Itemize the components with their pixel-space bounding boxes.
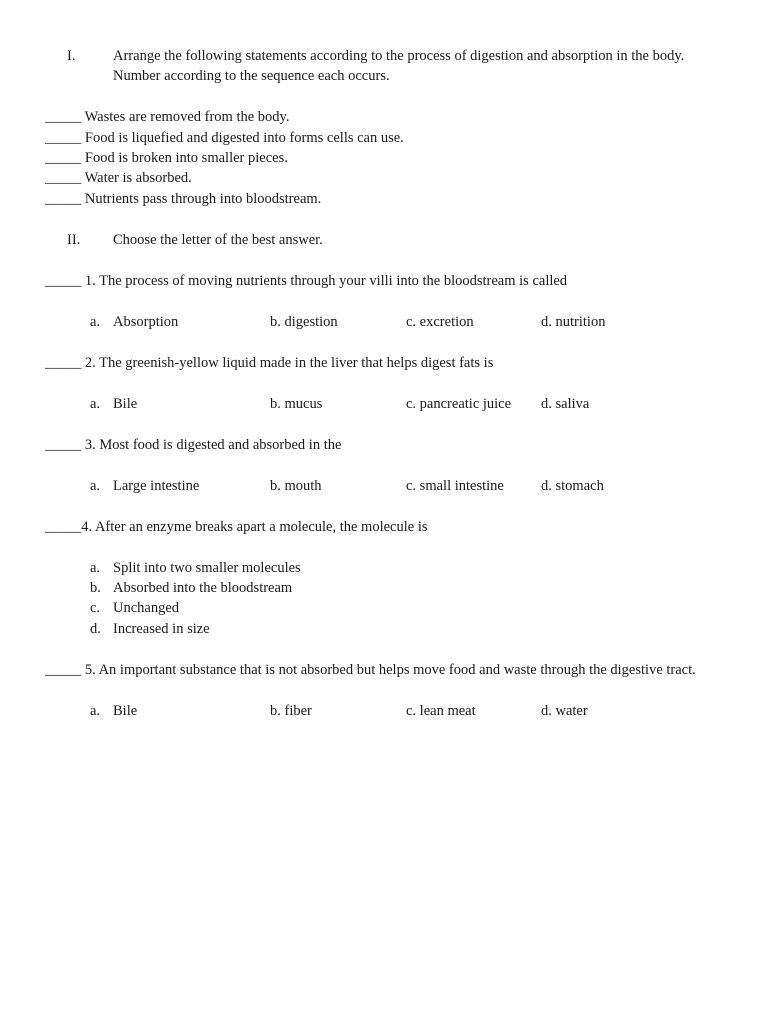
q5-option-c: c. lean meat xyxy=(406,703,476,719)
question-4: _____4. After an enzyme breaks apart a molecule, the molecule is xyxy=(45,519,428,535)
q4-option-c-marker: c. xyxy=(90,600,101,616)
section2-instruction: Choose the letter of the best answer. xyxy=(113,232,323,248)
section1-instruction-line1: Arrange the following statements according to the process of digestion and absorption in the body. xyxy=(113,48,685,64)
q4-option-b: Absorbed into the bloodstream xyxy=(113,580,293,596)
q4-option-a: Split into two smaller molecules xyxy=(113,560,301,576)
q3-option-a: Large intestine xyxy=(113,478,200,494)
q5-option-b: b. fiber xyxy=(270,703,312,719)
q5-option-d: d. water xyxy=(541,703,588,719)
q3-option-d: d. stomach xyxy=(541,478,604,494)
statement-wastes: _____ Wastes are removed from the body. xyxy=(45,109,290,125)
section1-instruction-line2: Number according to the sequence each occurs. xyxy=(113,68,390,84)
statement-broken: _____ Food is broken into smaller pieces. xyxy=(45,150,288,166)
q4-option-c: Unchanged xyxy=(113,600,180,616)
q1-option-d: d. nutrition xyxy=(541,314,606,330)
statement-nutrients: _____ Nutrients pass through into bloodstream. xyxy=(45,191,322,207)
q1-option-a: Absorption xyxy=(113,314,179,330)
section2-numeral: II. xyxy=(67,232,81,248)
question-1: _____ 1. The process of moving nutrients through your villi into the bloodstream is called xyxy=(45,273,568,289)
question-2: _____ 2. The greenish-yellow liquid made in the liver that helps digest fats is xyxy=(45,355,494,371)
q2-option-d: d. saliva xyxy=(541,396,590,412)
q4-option-a-marker: a. xyxy=(90,560,101,576)
q2-option-a-marker: a. xyxy=(90,396,101,412)
q3-option-a-marker: a. xyxy=(90,478,101,494)
q4-option-d: Increased in size xyxy=(113,621,210,637)
q3-option-c: c. small intestine xyxy=(406,478,504,494)
statement-water: _____ Water is absorbed. xyxy=(45,170,192,186)
q2-option-a: Bile xyxy=(113,396,138,412)
q5-option-a: Bile xyxy=(113,703,138,719)
q1-option-b: b. digestion xyxy=(270,314,338,330)
q3-option-b: b. mouth xyxy=(270,478,322,494)
section1-numeral: I. xyxy=(67,48,76,64)
q4-option-b-marker: b. xyxy=(90,580,101,596)
q2-option-c: c. pancreatic juice xyxy=(406,396,512,412)
q1-option-a-marker: a. xyxy=(90,314,101,330)
q1-option-c: c. excretion xyxy=(406,314,474,330)
q5-option-a-marker: a. xyxy=(90,703,101,719)
q4-option-d-marker: d. xyxy=(90,621,101,637)
question-5: _____ 5. An important substance that is not absorbed but helps move food and waste through the digestive tract. xyxy=(45,662,696,678)
q2-option-b: b. mucus xyxy=(270,396,323,412)
question-3: _____ 3. Most food is digested and absorbed in the xyxy=(45,437,342,453)
statement-liquefied: _____ Food is liquefied and digested into forms cells can use. xyxy=(45,130,404,146)
